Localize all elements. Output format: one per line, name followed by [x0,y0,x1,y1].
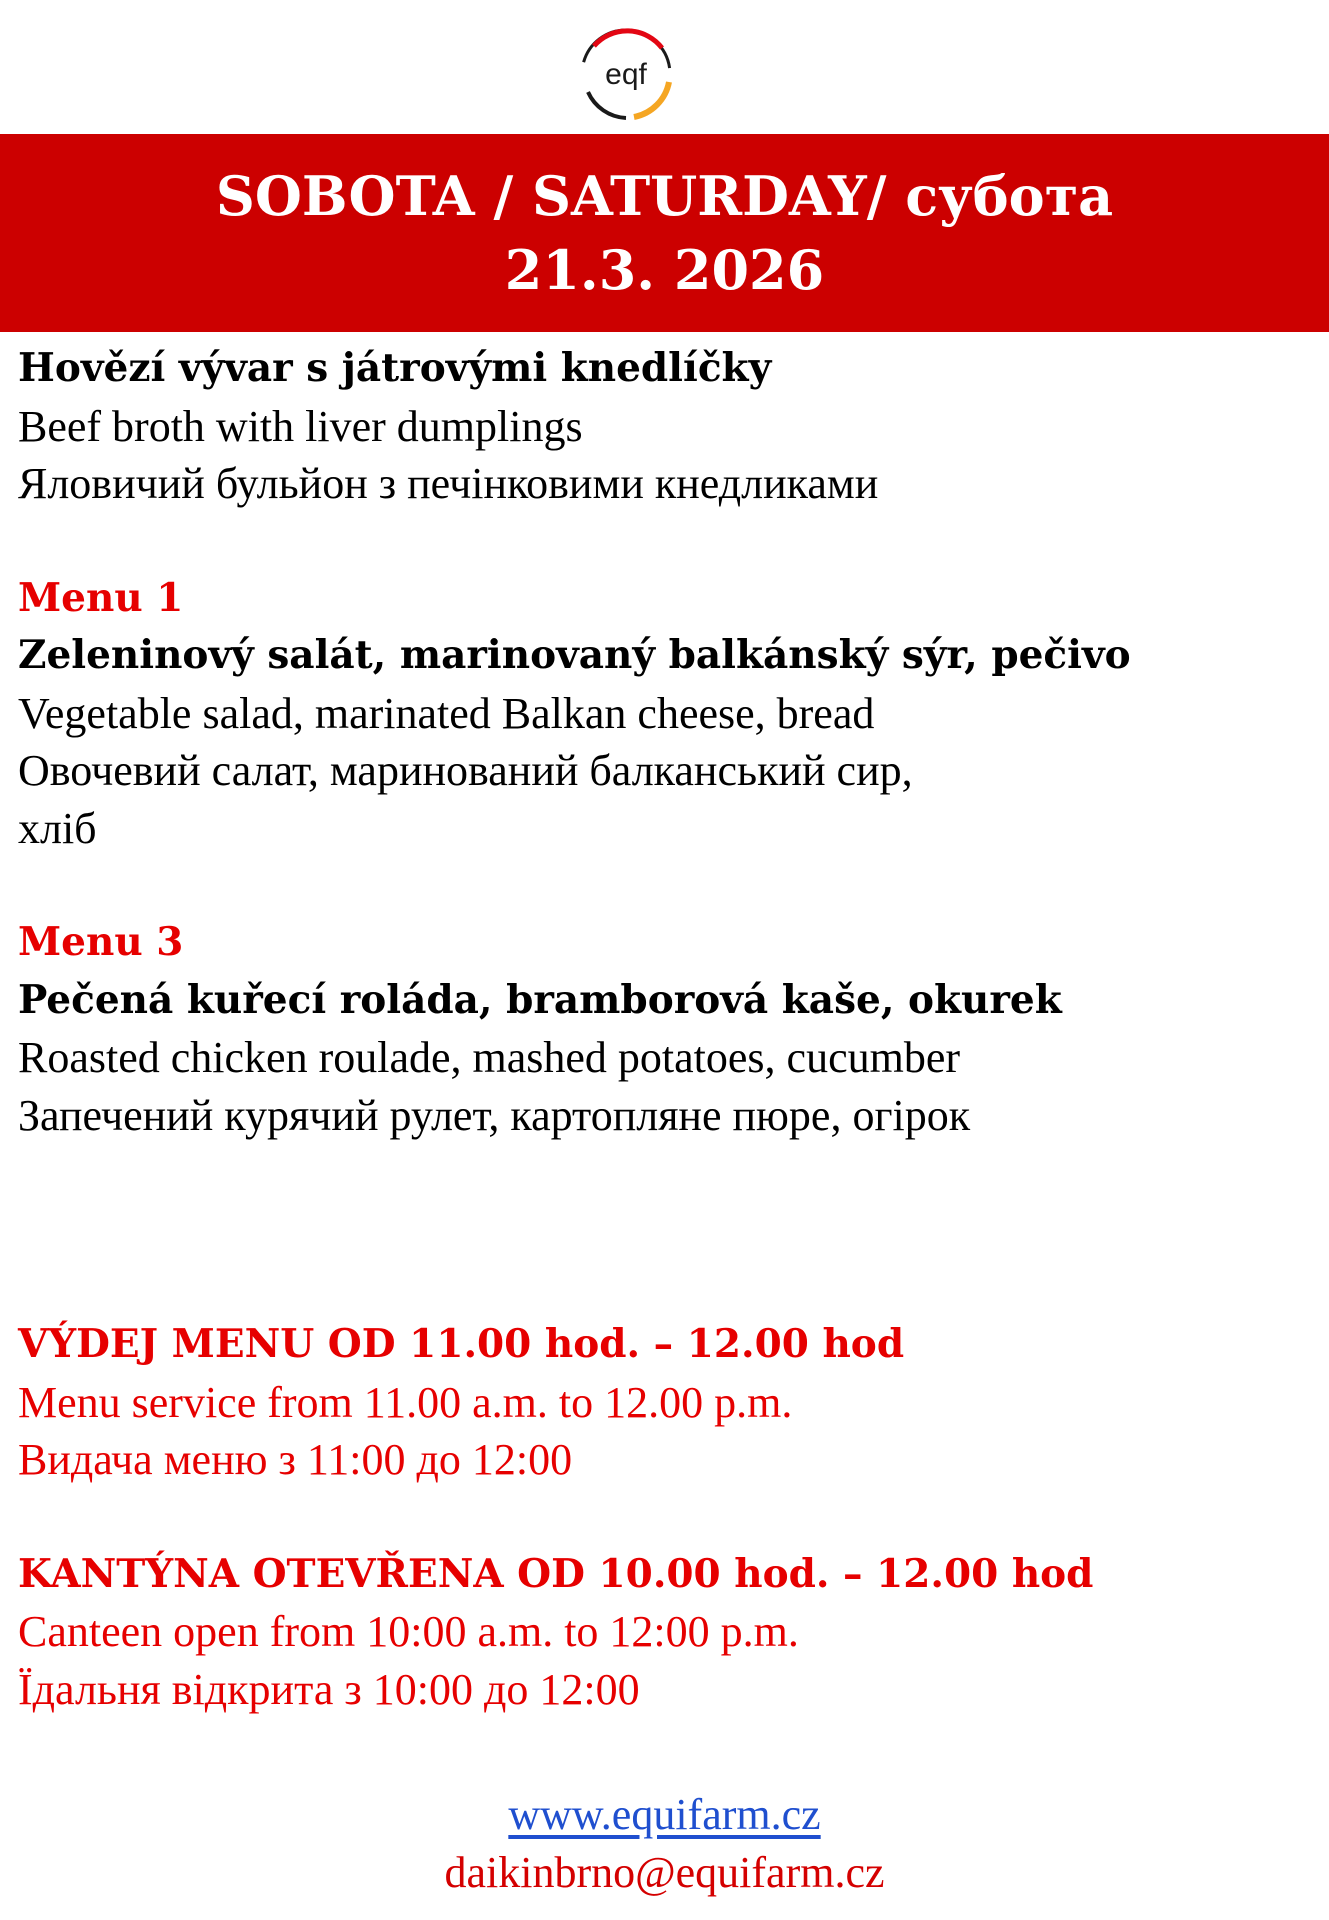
menu-content [18,340,1318,1718]
service-hours [18,1316,1318,1489]
menu3-name-ua: Запечений курячий рулет, картопляне пюре, огірок [18,1090,971,1140]
canteen-hours-ua: Їдальня відкрита з 10:00 до 12:00 [18,1664,640,1714]
logo-text: eqf [605,58,647,91]
logo-ring-dark [588,92,626,118]
date-title: 21.3. 2026 [504,238,825,302]
menu1-section [18,570,1318,858]
equifarm-logo [574,22,678,126]
menu1-name-cz: Zeleninový salát, marinovaný balkánský sýr, pečivo [18,632,1131,678]
menu1-label: Menu 1 [18,574,184,621]
soup-name-cz: Hovězí vývar s játrovými knedlíčky [18,345,772,391]
service-hours-ua: Видача меню з 11:00 до 12:00 [18,1435,573,1484]
website-link[interactable]: www.equifarm.cz [508,1790,821,1839]
canteen-hours [18,1546,1318,1719]
menu1-name-ua-cont: хліб [18,803,97,853]
soup-name-en: Beef broth with liver dumplings [18,401,583,451]
canteen-hours-cz: KANTÝNA OTEVŘENA OD 10.00 hod. – 12.00 hod [18,1550,1094,1597]
menu3-name-en: Roasted chicken roulade, mashed potatoes, cucumber [18,1033,961,1082]
logo-ring-red [594,31,662,48]
menu1-name-en: Vegetable salad, marinated Balkan cheese, bread [18,688,875,738]
day-title: SOBOTA / SATURDAY/ субота [215,164,1114,228]
canteen-hours-en: Canteen open from 10:00 a.m. to 12:00 p.m. [18,1607,799,1656]
menu3-name-cz: Pečená kuřecí roláda, bramborová kaše, okurek [18,976,1062,1023]
soup-section [18,340,1318,513]
email-address[interactable]: daikinbrno@equifarm.cz [444,1848,885,1897]
menu1-name-ua: Овочевий салат, маринований балканський сир, [18,746,913,795]
day-banner [0,134,1329,332]
menu3-label: Menu 3 [18,919,184,965]
menu3-section [18,914,1318,1144]
service-hours-en: Menu service from 11.00 a.m. to 12.00 p.m. [18,1377,793,1427]
service-hours-cz: VÝDEJ MENU OD 11.00 hod. – 12.00 hod [18,1321,905,1367]
soup-name-ua: Яловичий бульйон з печінковими кнедликами [18,459,879,508]
